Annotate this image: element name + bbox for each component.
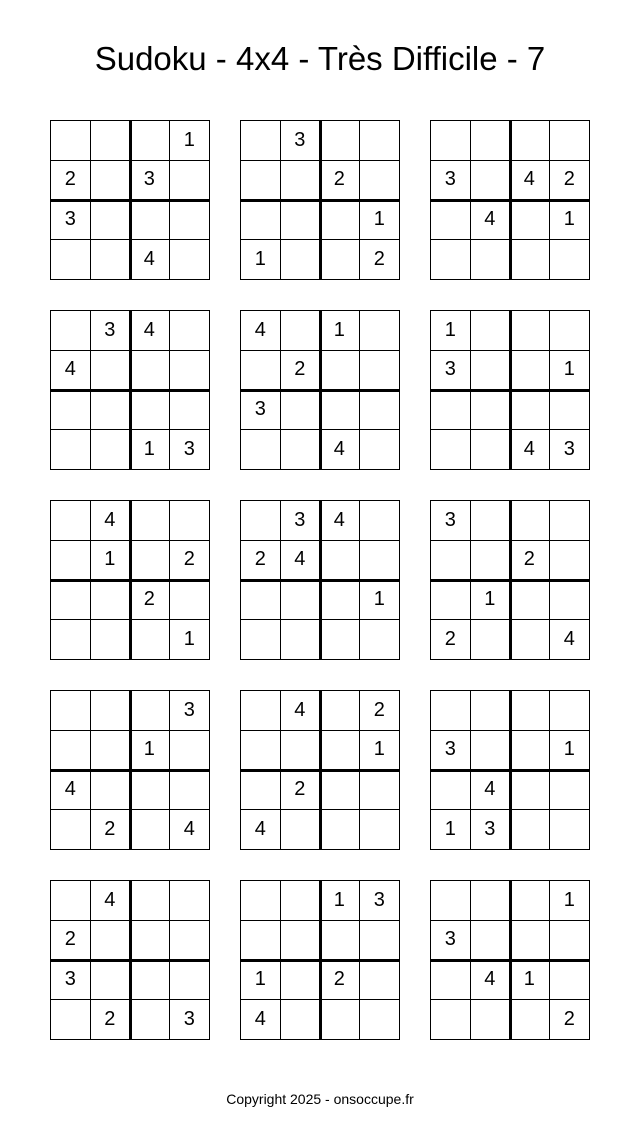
box-divider-horizontal xyxy=(240,959,400,962)
sudoku-cell[interactable]: 2 xyxy=(431,620,471,660)
sudoku-cell[interactable] xyxy=(510,731,550,771)
sudoku-cell[interactable]: 2 xyxy=(550,161,590,201)
sudoku-cell[interactable] xyxy=(51,501,91,541)
sudoku-cell[interactable] xyxy=(360,1000,400,1040)
sudoku-cell[interactable] xyxy=(281,430,321,470)
sudoku-cell[interactable]: 4 xyxy=(510,430,550,470)
sudoku-cell[interactable] xyxy=(510,620,550,660)
sudoku-cell[interactable] xyxy=(471,1000,511,1040)
sudoku-grid-6 xyxy=(430,310,590,470)
sudoku-cell[interactable]: 2 xyxy=(170,541,210,581)
sudoku-cell[interactable] xyxy=(91,161,131,201)
sudoku-cell[interactable]: 4 xyxy=(281,541,321,581)
sudoku-cell[interactable] xyxy=(281,960,321,1000)
sudoku-cell[interactable]: 2 xyxy=(320,960,360,1000)
sudoku-cell[interactable] xyxy=(360,770,400,810)
sudoku-cell[interactable] xyxy=(320,810,360,850)
sudoku-cell[interactable]: 1 xyxy=(241,960,281,1000)
sudoku-cell[interactable] xyxy=(320,240,360,280)
sudoku-cell[interactable] xyxy=(170,390,210,430)
sudoku-cell[interactable] xyxy=(360,351,400,391)
sudoku-cell[interactable] xyxy=(471,430,511,470)
copyright-footer: Copyright 2025 - onsoccupe.fr xyxy=(226,1091,414,1107)
sudoku-cell[interactable]: 3 xyxy=(183,437,195,460)
sudoku-grid-3 xyxy=(430,120,590,280)
sudoku-cell[interactable] xyxy=(91,770,131,810)
sudoku-cell[interactable] xyxy=(281,881,321,921)
sudoku-cell[interactable] xyxy=(130,620,170,660)
sudoku-cell[interactable] xyxy=(431,390,471,430)
sudoku-cell[interactable]: 1 xyxy=(550,731,590,771)
sudoku-cell[interactable] xyxy=(510,1000,550,1040)
sudoku-cell[interactable]: 2 xyxy=(51,921,91,961)
sudoku-cell[interactable] xyxy=(510,580,550,620)
sudoku-cell[interactable] xyxy=(510,921,550,961)
sudoku-cell[interactable] xyxy=(170,731,210,771)
sudoku-cell[interactable] xyxy=(550,390,590,430)
sudoku-cell[interactable] xyxy=(360,430,400,470)
sudoku-cell[interactable] xyxy=(281,390,321,430)
sudoku-cell[interactable] xyxy=(51,121,91,161)
sudoku-cell[interactable]: 1 xyxy=(431,311,471,351)
sudoku-cell[interactable] xyxy=(130,881,170,921)
sudoku-cell[interactable] xyxy=(91,240,131,280)
sudoku-grid-9 xyxy=(430,500,590,660)
sudoku-grid-8 xyxy=(240,500,400,660)
sudoku-cell[interactable] xyxy=(91,921,131,961)
sudoku-cell[interactable]: 4 xyxy=(281,691,321,731)
sudoku-cell[interactable]: 3 xyxy=(241,390,281,430)
sudoku-cell[interactable] xyxy=(320,620,360,660)
sudoku-cell[interactable] xyxy=(471,541,511,581)
sudoku-cell[interactable] xyxy=(91,121,131,161)
sudoku-cell[interactable]: 4 xyxy=(471,960,511,1000)
sudoku-cell[interactable] xyxy=(51,731,91,771)
sudoku-cell[interactable]: 1 xyxy=(360,580,400,620)
sudoku-cell[interactable] xyxy=(471,620,511,660)
sudoku-cell[interactable] xyxy=(550,691,590,731)
sudoku-cell[interactable] xyxy=(170,501,210,541)
sudoku-cell[interactable]: 3 xyxy=(91,311,131,351)
sudoku-cell[interactable] xyxy=(550,810,590,850)
sudoku-cell[interactable] xyxy=(360,541,400,581)
sudoku-cell[interactable] xyxy=(130,390,170,430)
sudoku-cell[interactable] xyxy=(431,541,471,581)
sudoku-cell[interactable] xyxy=(471,121,511,161)
sudoku-cell[interactable]: 4 xyxy=(51,770,91,810)
sudoku-cell[interactable]: 4 xyxy=(563,627,575,650)
sudoku-cell[interactable] xyxy=(241,200,281,240)
sudoku-cell[interactable] xyxy=(281,200,321,240)
box-divider-horizontal xyxy=(430,769,590,772)
sudoku-cell[interactable]: 3 xyxy=(431,731,471,771)
sudoku-cell[interactable]: 2 xyxy=(130,580,170,620)
sudoku-cell[interactable] xyxy=(320,691,360,731)
sudoku-cell[interactable] xyxy=(510,770,550,810)
sudoku-cell[interactable]: 1 xyxy=(130,430,170,470)
sudoku-cell[interactable]: 1 xyxy=(241,240,281,280)
sudoku-cell[interactable] xyxy=(320,200,360,240)
sudoku-cell[interactable]: 2 xyxy=(510,541,550,581)
sudoku-cell[interactable] xyxy=(281,161,321,201)
sudoku-grid-13 xyxy=(50,880,210,1040)
sudoku-cell[interactable] xyxy=(510,200,550,240)
sudoku-cell[interactable]: 2 xyxy=(241,541,281,581)
box-divider-horizontal xyxy=(240,389,400,392)
sudoku-cell[interactable] xyxy=(320,390,360,430)
sudoku-cell[interactable]: 1 xyxy=(471,580,511,620)
sudoku-cell[interactable]: 1 xyxy=(510,960,550,1000)
sudoku-cell[interactable] xyxy=(281,311,321,351)
sudoku-cell[interactable] xyxy=(91,960,131,1000)
sudoku-cell[interactable]: 1 xyxy=(360,200,400,240)
sudoku-cell[interactable] xyxy=(550,121,590,161)
sudoku-cell[interactable]: 1 xyxy=(170,121,210,161)
sudoku-cell[interactable] xyxy=(130,351,170,391)
sudoku-cell[interactable]: 2 xyxy=(320,161,360,201)
sudoku-cell[interactable] xyxy=(241,620,281,660)
sudoku-grid-2 xyxy=(240,120,400,280)
sudoku-cell[interactable] xyxy=(471,921,511,961)
sudoku-cell[interactable]: 3 xyxy=(170,691,210,731)
sudoku-cell[interactable] xyxy=(550,541,590,581)
sudoku-cell[interactable] xyxy=(550,770,590,810)
sudoku-cell[interactable] xyxy=(360,161,400,201)
sudoku-cell[interactable]: 4 xyxy=(241,1000,281,1040)
sudoku-cell[interactable] xyxy=(170,881,210,921)
sudoku-cell[interactable] xyxy=(471,240,511,280)
sudoku-cell[interactable] xyxy=(170,240,210,280)
sudoku-cell[interactable] xyxy=(320,731,360,771)
sudoku-cell[interactable] xyxy=(431,691,471,731)
sudoku-cell[interactable] xyxy=(91,580,131,620)
sudoku-cell[interactable]: 2 xyxy=(563,1007,575,1030)
box-divider-horizontal xyxy=(430,389,590,392)
sudoku-cell[interactable] xyxy=(320,121,360,161)
sudoku-cell[interactable]: 3 xyxy=(281,501,321,541)
sudoku-grid-10 xyxy=(50,690,210,850)
sudoku-cell[interactable] xyxy=(91,390,131,430)
sudoku-cell[interactable] xyxy=(471,691,511,731)
sudoku-cell[interactable]: 2 xyxy=(91,810,131,850)
sudoku-cell[interactable]: 3 xyxy=(431,161,471,201)
sudoku-cell[interactable] xyxy=(241,731,281,771)
sudoku-cell[interactable] xyxy=(170,770,210,810)
sudoku-cell[interactable] xyxy=(91,731,131,771)
sudoku-cell[interactable] xyxy=(241,430,281,470)
sudoku-cell[interactable]: 3 xyxy=(51,960,91,1000)
sudoku-cell[interactable] xyxy=(510,810,550,850)
sudoku-cell[interactable] xyxy=(51,240,91,280)
sudoku-cell[interactable]: 4 xyxy=(320,501,360,541)
sudoku-cell[interactable] xyxy=(130,501,170,541)
sudoku-cell[interactable]: 4 xyxy=(183,817,195,840)
sudoku-grid-14 xyxy=(240,880,400,1040)
sudoku-cell[interactable] xyxy=(241,121,281,161)
sudoku-cell[interactable] xyxy=(170,311,210,351)
sudoku-grid-4 xyxy=(50,310,210,470)
sudoku-cell[interactable] xyxy=(320,580,360,620)
sudoku-cell[interactable] xyxy=(51,580,91,620)
sudoku-cell[interactable] xyxy=(281,810,321,850)
sudoku-cell[interactable] xyxy=(320,541,360,581)
sudoku-cell[interactable] xyxy=(91,620,131,660)
sudoku-cell[interactable] xyxy=(170,200,210,240)
sudoku-cell[interactable]: 4 xyxy=(130,240,170,280)
sudoku-cell[interactable]: 4 xyxy=(91,881,131,921)
sudoku-cell[interactable] xyxy=(170,161,210,201)
sudoku-cell[interactable] xyxy=(360,921,400,961)
sudoku-cell[interactable] xyxy=(241,921,281,961)
sudoku-grid-12 xyxy=(430,690,590,850)
sudoku-cell[interactable]: 4 xyxy=(510,161,550,201)
sudoku-cell[interactable] xyxy=(241,580,281,620)
sudoku-cell[interactable] xyxy=(550,580,590,620)
sudoku-cell[interactable] xyxy=(510,501,550,541)
sudoku-cell[interactable] xyxy=(510,121,550,161)
sudoku-cell[interactable] xyxy=(130,541,170,581)
box-divider-horizontal xyxy=(430,959,590,962)
sudoku-cell[interactable]: 3 xyxy=(431,921,471,961)
sudoku-cell[interactable] xyxy=(510,351,550,391)
sudoku-cell[interactable] xyxy=(281,731,321,771)
sudoku-cell[interactable]: 2 xyxy=(51,161,91,201)
sudoku-cell[interactable] xyxy=(51,541,91,581)
sudoku-cell[interactable]: 2 xyxy=(281,770,321,810)
sudoku-cell[interactable] xyxy=(51,810,91,850)
sudoku-grid-1 xyxy=(50,120,210,280)
sudoku-cell[interactable] xyxy=(130,921,170,961)
box-divider-horizontal xyxy=(240,199,400,202)
sudoku-cell[interactable] xyxy=(431,430,471,470)
sudoku-cell[interactable] xyxy=(91,691,131,731)
sudoku-cell[interactable] xyxy=(241,770,281,810)
sudoku-cell[interactable] xyxy=(51,430,91,470)
sudoku-cell[interactable]: 1 xyxy=(320,881,360,921)
sudoku-cell[interactable] xyxy=(130,691,170,731)
box-divider-horizontal xyxy=(50,389,210,392)
sudoku-cell[interactable]: 2 xyxy=(91,1000,131,1040)
sudoku-cell[interactable] xyxy=(241,501,281,541)
sudoku-cell[interactable] xyxy=(51,691,91,731)
box-divider-horizontal xyxy=(50,579,210,582)
sudoku-cell[interactable]: 3 xyxy=(360,881,400,921)
sudoku-cell[interactable]: 2 xyxy=(360,691,400,731)
sudoku-cell[interactable] xyxy=(170,960,210,1000)
sudoku-cell[interactable]: 1 xyxy=(360,731,400,771)
sudoku-cell[interactable] xyxy=(130,810,170,850)
sudoku-grid-5 xyxy=(240,310,400,470)
sudoku-cell[interactable]: 1 xyxy=(183,627,195,650)
sudoku-cell[interactable]: 1 xyxy=(431,810,471,850)
sudoku-cell[interactable]: 1 xyxy=(550,881,590,921)
sudoku-cell[interactable]: 4 xyxy=(320,430,360,470)
sudoku-cell[interactable] xyxy=(281,580,321,620)
sudoku-cell[interactable] xyxy=(170,351,210,391)
box-divider-horizontal xyxy=(50,199,210,202)
sudoku-cell[interactable] xyxy=(281,1000,321,1040)
sudoku-cell[interactable] xyxy=(241,881,281,921)
sudoku-cell[interactable] xyxy=(471,161,511,201)
page-title: Sudoku - 4x4 - Très Difficile - 7 xyxy=(94,40,546,77)
box-divider-horizontal xyxy=(50,769,210,772)
box-divider-horizontal xyxy=(430,199,590,202)
sudoku-cell[interactable]: 2 xyxy=(281,351,321,391)
sudoku-cell[interactable]: 1 xyxy=(550,200,590,240)
sudoku-cell[interactable]: 3 xyxy=(281,121,321,161)
sudoku-cell[interactable] xyxy=(431,121,471,161)
box-divider-horizontal xyxy=(50,959,210,962)
sudoku-cell[interactable]: 4 xyxy=(241,810,281,850)
sudoku-cell[interactable] xyxy=(51,311,91,351)
sudoku-cell[interactable] xyxy=(431,200,471,240)
sudoku-cell[interactable]: 3 xyxy=(471,810,511,850)
sudoku-cell[interactable] xyxy=(360,121,400,161)
box-divider-horizontal xyxy=(430,579,590,582)
sudoku-cell[interactable] xyxy=(360,390,400,430)
sudoku-cell[interactable] xyxy=(431,240,471,280)
sudoku-cell[interactable]: 1 xyxy=(91,541,131,581)
box-divider-horizontal xyxy=(240,579,400,582)
sudoku-cell[interactable] xyxy=(130,200,170,240)
sudoku-cell[interactable] xyxy=(241,351,281,391)
sudoku-cell[interactable]: 3 xyxy=(431,501,471,541)
sudoku-cell[interactable] xyxy=(51,620,91,660)
sudoku-cell[interactable] xyxy=(241,691,281,731)
sudoku-cell[interactable] xyxy=(51,390,91,430)
sudoku-cell[interactable]: 4 xyxy=(91,501,131,541)
sudoku-cell[interactable] xyxy=(91,430,131,470)
sudoku-cell[interactable] xyxy=(360,311,400,351)
sudoku-cell[interactable] xyxy=(91,200,131,240)
sudoku-cell[interactable] xyxy=(170,580,210,620)
sudoku-cell[interactable]: 4 xyxy=(130,311,170,351)
sudoku-cell[interactable] xyxy=(471,501,511,541)
sudoku-cell[interactable] xyxy=(281,620,321,660)
sudoku-cell[interactable] xyxy=(360,501,400,541)
sudoku-cell[interactable] xyxy=(550,960,590,1000)
sudoku-cell[interactable] xyxy=(431,580,471,620)
sudoku-cell[interactable] xyxy=(241,161,281,201)
sudoku-grid-11 xyxy=(240,690,400,850)
sudoku-cell[interactable] xyxy=(431,1000,471,1040)
sudoku-cell[interactable] xyxy=(550,921,590,961)
sudoku-cell[interactable] xyxy=(431,881,471,921)
sudoku-cell[interactable] xyxy=(130,960,170,1000)
sudoku-cell[interactable]: 3 xyxy=(563,437,575,460)
sudoku-cell[interactable]: 4 xyxy=(241,311,281,351)
sudoku-cell[interactable] xyxy=(360,960,400,1000)
sudoku-cell[interactable] xyxy=(51,1000,91,1040)
sudoku-grid-15 xyxy=(430,880,590,1040)
box-divider-horizontal xyxy=(240,769,400,772)
sudoku-cell[interactable] xyxy=(130,770,170,810)
sudoku-cell[interactable]: 1 xyxy=(550,351,590,391)
sudoku-cell[interactable] xyxy=(320,351,360,391)
sudoku-cell[interactable] xyxy=(130,1000,170,1040)
sudoku-cell[interactable] xyxy=(281,240,321,280)
sudoku-cell[interactable]: 4 xyxy=(471,770,511,810)
sudoku-cell[interactable] xyxy=(550,501,590,541)
sudoku-cell[interactable] xyxy=(510,881,550,921)
sudoku-cell[interactable] xyxy=(471,311,511,351)
sudoku-cell[interactable]: 4 xyxy=(51,351,91,391)
sudoku-cell[interactable] xyxy=(471,351,511,391)
sudoku-cell[interactable] xyxy=(170,921,210,961)
sudoku-cell[interactable] xyxy=(320,1000,360,1040)
sudoku-cell[interactable]: 3 xyxy=(130,161,170,201)
sudoku-cell[interactable] xyxy=(320,770,360,810)
sudoku-cell[interactable] xyxy=(51,881,91,921)
sudoku-cell[interactable] xyxy=(550,311,590,351)
sudoku-cell[interactable] xyxy=(510,390,550,430)
sudoku-cell[interactable] xyxy=(510,691,550,731)
sudoku-cell[interactable] xyxy=(510,311,550,351)
sudoku-cell[interactable]: 2 xyxy=(373,247,385,270)
sudoku-cell[interactable] xyxy=(471,881,511,921)
sudoku-cell[interactable] xyxy=(360,810,400,850)
sudoku-cell[interactable]: 3 xyxy=(431,351,471,391)
sudoku-cell[interactable] xyxy=(471,390,511,430)
sudoku-cell[interactable]: 4 xyxy=(471,200,511,240)
sudoku-cell[interactable] xyxy=(320,921,360,961)
sudoku-cell[interactable]: 1 xyxy=(130,731,170,771)
sudoku-cell[interactable]: 3 xyxy=(51,200,91,240)
sudoku-cell[interactable] xyxy=(360,620,400,660)
sudoku-cell[interactable] xyxy=(130,121,170,161)
sudoku-cell[interactable] xyxy=(431,960,471,1000)
sudoku-cell[interactable] xyxy=(281,921,321,961)
sudoku-cell[interactable] xyxy=(431,770,471,810)
sudoku-cell[interactable]: 1 xyxy=(320,311,360,351)
sudoku-cell[interactable] xyxy=(91,351,131,391)
sudoku-cell[interactable]: 3 xyxy=(183,1007,195,1030)
sudoku-cell[interactable] xyxy=(471,731,511,771)
sudoku-cell[interactable] xyxy=(510,240,550,280)
sudoku-grid-7 xyxy=(50,500,210,660)
sudoku-cell[interactable] xyxy=(550,240,590,280)
